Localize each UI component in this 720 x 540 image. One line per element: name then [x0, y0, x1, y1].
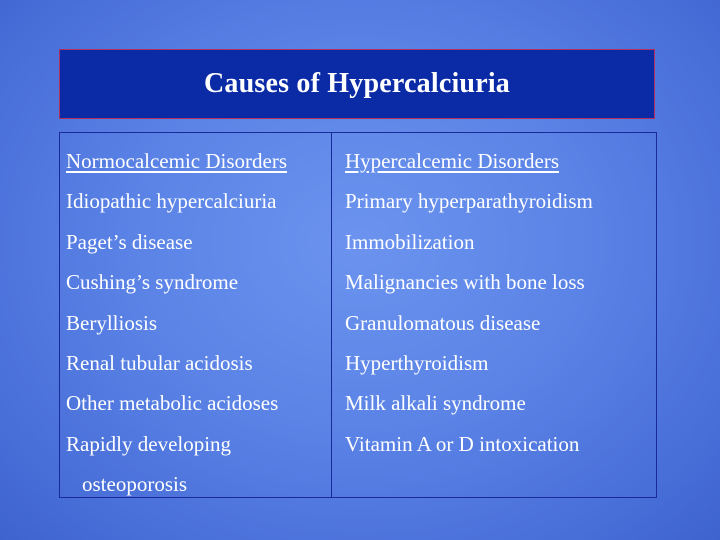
list-item: Malignancies with bone loss	[345, 270, 585, 295]
list-item: Granulomatous disease	[345, 310, 541, 335]
list-item: Vitamin A or D intoxication	[345, 431, 580, 456]
slide-title: Causes of Hypercalciuria	[203, 68, 511, 99]
hypercalcemic-column	[345, 141, 593, 464]
list-item: Other metabolic acidoses	[66, 391, 279, 416]
list-item: Milk alkali syndrome	[345, 391, 526, 416]
list-item: Berylliosis	[66, 310, 158, 335]
causes-table	[59, 132, 657, 498]
column-divider	[331, 133, 332, 497]
hypercalcemic-heading: Hypercalcemic Disorders	[345, 149, 559, 173]
normocalcemic-column	[66, 141, 287, 505]
normocalcemic-heading: Normocalcemic Disorders	[66, 149, 288, 173]
list-item: Paget’s disease	[66, 229, 193, 254]
title-box	[59, 49, 655, 119]
list-item: Immobilization	[345, 229, 475, 254]
list-item: Rapidly developing	[66, 431, 232, 456]
list-item: Hyperthyroidism	[345, 351, 489, 376]
list-item-continuation: osteoporosis	[82, 472, 187, 497]
list-item: Renal tubular acidosis	[66, 351, 253, 376]
list-item: Primary hyperparathyroidism	[345, 189, 593, 214]
list-item: Cushing’s syndrome	[66, 270, 239, 295]
list-item: Idiopathic hypercalciuria	[66, 189, 277, 214]
